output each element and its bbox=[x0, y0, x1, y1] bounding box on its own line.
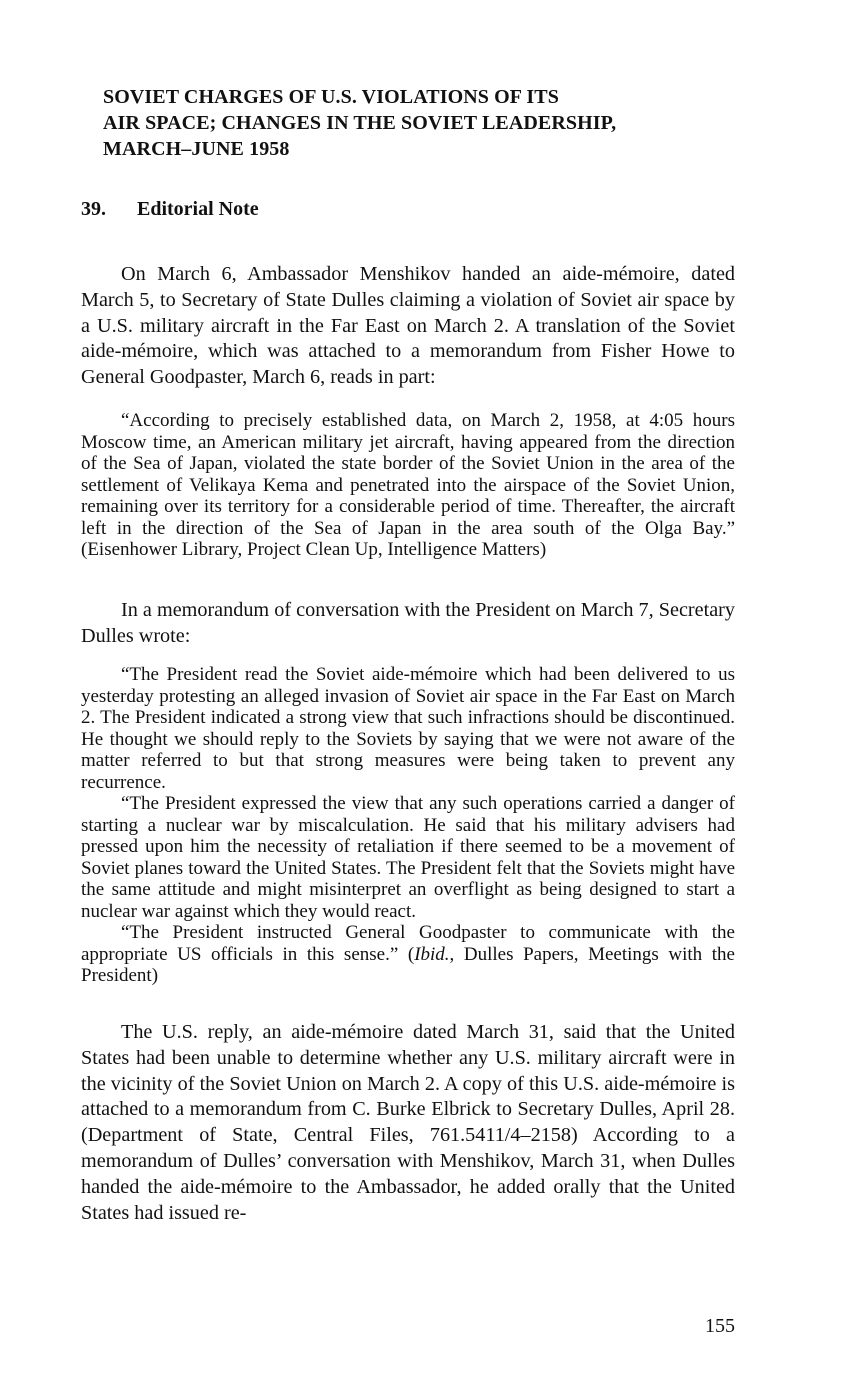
quote-paragraph-a: “The President read the Soviet aide-mémoire which had been delivered to us yesterday protesting an alleged invasion of Soviet air space in the Far East on March 2. The President indicated a strong view that such infractions should be discontinued. He thought we should reply to the Soviets by saying that we were not aware of the matter referred to but that strong measures were being taken to prevent any recurrence. bbox=[81, 664, 735, 793]
quote-paragraph-b: “The President expressed the view that any such operations carried a danger of starting a nuclear war by miscalculation. He said that his military advisers had pressed upon him the necessity of retaliation if there seemed to be a movement of Soviet planes toward the United States. The President felt that the Soviets might have the same attitude and might misinterpret an overflight as being designed to start a nuclear war against which they would react. bbox=[81, 793, 735, 922]
block-quote-dulles-memorandum bbox=[81, 664, 735, 987]
chapter-title-line-3: MARCH–JUNE 1958 bbox=[103, 138, 290, 160]
page-number: 155 bbox=[705, 1315, 735, 1337]
block-quote-soviet-aide-memoire bbox=[81, 410, 735, 561]
quote-c-main: “The President instructed General Goodpaster to communicate with the appropriate US officials in this sense.” ( bbox=[81, 922, 735, 965]
chapter-title-line-2: AIR SPACE; CHANGES IN THE SOVIET LEADERSHIP, bbox=[103, 112, 617, 134]
body-paragraph-3: The U.S. reply, an aide-mémoire dated March 31, said that the United States had been unable to determine whether any U.S. military aircraft were in the vicinity of the Soviet Union on March 2. A copy of this U.S. aide-mémoire is attached to a memorandum from C. Burke Elbrick to Secretary Dulles, April 28. (Department of State, Central Files, 761.5411/4–2158) According to a memorandum of Dulles’ conversation with Menshikov, March 31, when Dulles handed the aide-mémoire to the Ambassador, he added orally that the United States had issued re- bbox=[81, 1021, 735, 1224]
document-heading bbox=[81, 196, 259, 222]
quote-c-tail: , Dulles Papers, Meetings with the President) bbox=[81, 943, 735, 986]
quote-paragraph-c bbox=[81, 922, 735, 987]
ibid-citation: Ibid. bbox=[414, 943, 450, 965]
document-title: Editorial Note bbox=[137, 198, 259, 220]
quote-paragraph: “According to precisely established data, on March 2, 1958, at 4:05 hours Moscow time, an American military jet aircraft, having appeared from the direction of the Sea of Japan, violated the state border of the Soviet Union in the area of the settlement of Velikaya Kema and penetrated into the airspace of the Soviet Union, remaining over its territory for a considerable period of time. Thereafter, the aircraft left in the direction of the Sea of Japan in the area south of the Olga Bay.” (Eisenhower Library, Project Clean Up, Intelligence Matters) bbox=[81, 410, 735, 560]
body-paragraph-2: In a memorandum of conversation with the President on March 7, Secretary Dulles wrote: bbox=[81, 599, 735, 647]
chapter-title bbox=[103, 84, 743, 162]
document-number: 39. bbox=[81, 198, 106, 220]
body-paragraph-1: On March 6, Ambassador Menshikov handed an aide-mémoire, dated March 5, to Secretary of State Dulles claiming a violation of Soviet air space by a U.S. military aircraft in the Far East on March 2. A translation of the Soviet aide-mémoire, which was attached to a memorandum from Fisher Howe to General Goodpaster, March 6, reads in part: bbox=[81, 263, 735, 389]
chapter-title-line-1: SOVIET CHARGES OF U.S. VIOLATIONS OF ITS bbox=[103, 86, 559, 108]
